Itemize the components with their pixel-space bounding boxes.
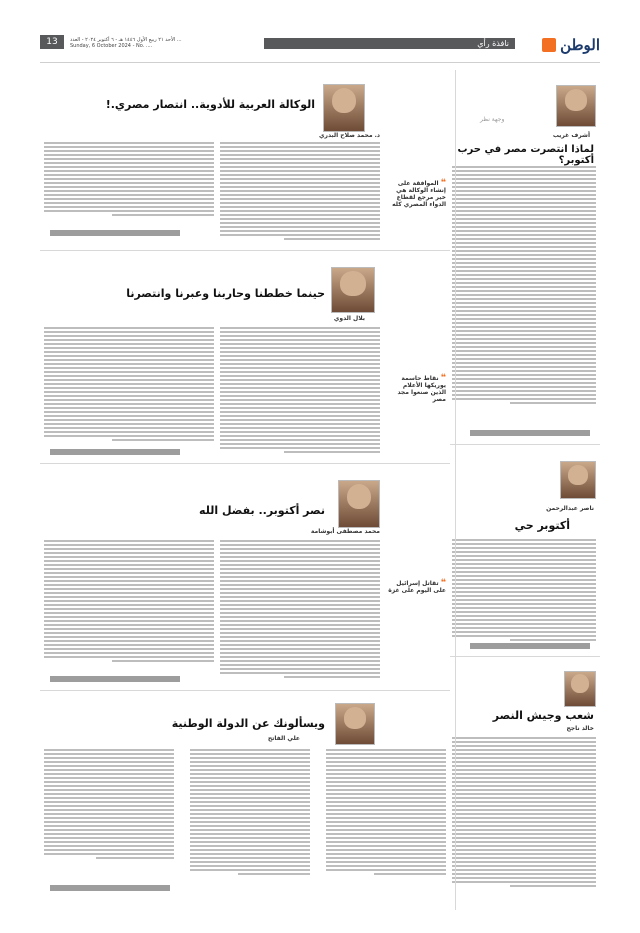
author-photo <box>335 703 375 745</box>
dateline-english: Sunday, 6 October 2024 - No. .... <box>70 43 153 49</box>
article-body-col2 <box>44 327 214 443</box>
header-divider <box>40 62 600 63</box>
dateline-arabic: الأحد ٢١ ربيع الأول ١٤٤٦ هـ - ٦ أكتوبر ٢٠٢٤ - العدد ... <box>70 37 182 43</box>
article-bilal-eldawy <box>40 257 450 464</box>
article-headline: لماذا انتصرت مصر في حرب أكتوبر؟ <box>457 144 594 166</box>
article-body <box>452 737 596 889</box>
article-nasser-abdelrahman <box>450 451 600 657</box>
article-author: خالد ناجح <box>566 725 594 732</box>
article-mohamed-salah-elbadry <box>40 70 450 251</box>
article-ali-elfateh <box>40 697 450 897</box>
author-email <box>50 676 180 682</box>
article-author: أشرف غريب <box>552 132 590 139</box>
article-body-col3 <box>44 749 174 861</box>
article-body-col1 <box>326 749 446 877</box>
dateline <box>70 37 182 49</box>
right-column <box>450 70 600 898</box>
author-photo <box>560 461 596 499</box>
article-headline: حينما خططنا وحاربنا وعبرنا وانتصرنا <box>126 287 325 300</box>
article-body-col1 <box>220 327 380 455</box>
pull-quote: ❝ نقاط حاسمة يوريكها الأعلام الذين صنعوا مجد مصر <box>397 373 446 403</box>
article-mohamed-mostafa-abushama <box>40 470 450 691</box>
article-headline: نصر أكتوبر.. بفضل الله <box>199 504 325 517</box>
author-photo <box>323 84 365 132</box>
quote-icon: ❝ <box>440 373 446 383</box>
quote-icon: ❝ <box>440 578 446 588</box>
article-body-col2 <box>44 540 214 664</box>
article-author: بلال الدوي <box>333 315 365 322</box>
article-headline: شعب وجيش النصر <box>492 709 594 722</box>
article-body <box>452 539 596 643</box>
logo-icon <box>542 38 556 52</box>
article-author: محمد مصطفى أبوشامة <box>310 528 380 535</box>
section-title: نافذة رأي <box>264 38 515 49</box>
logo-text: الوطن <box>560 36 600 54</box>
article-headline: أكتوبر حي <box>514 519 570 532</box>
article-author: د. محمد صلاح البدري <box>318 132 380 139</box>
article-ashraf-gharib <box>450 70 600 445</box>
article-headline: الوكالة العربية للأدوية.. انتصار مصري.! <box>105 98 315 111</box>
article-headline: ويسألونك عن الدولة الوطنية <box>171 717 325 730</box>
page-header <box>40 34 600 60</box>
pull-quote: ❝ تقاتل إسرائيل على اليوم على غزة <box>388 578 446 594</box>
page-number: 13 <box>40 35 64 49</box>
masthead-logo <box>542 36 600 54</box>
article-author: ناصر عبدالرحمن <box>546 505 594 512</box>
article-body-col2 <box>44 142 214 218</box>
article-body-col2 <box>190 749 310 877</box>
quote-icon: ❝ <box>440 178 446 188</box>
article-author: علي الفاتح <box>267 735 300 742</box>
author-email <box>470 430 590 436</box>
article-tag: وجهة نظر <box>480 116 505 123</box>
article-body-col1 <box>220 142 380 242</box>
column-divider <box>455 70 456 910</box>
article-body-col1 <box>220 540 380 680</box>
pull-quote: ❝ الموافقة على إنشاء الوكالة هي خير مرجع لقطاع الدواء المصري كله <box>392 178 446 208</box>
author-email <box>470 643 590 649</box>
author-email <box>50 885 170 891</box>
author-photo <box>564 671 596 707</box>
author-email <box>50 230 180 236</box>
left-column <box>40 70 450 897</box>
author-photo <box>338 480 380 528</box>
author-photo <box>556 85 596 127</box>
article-khaled-nageh <box>450 663 600 898</box>
article-body <box>452 166 596 406</box>
author-email <box>50 449 180 455</box>
author-photo <box>331 267 375 313</box>
